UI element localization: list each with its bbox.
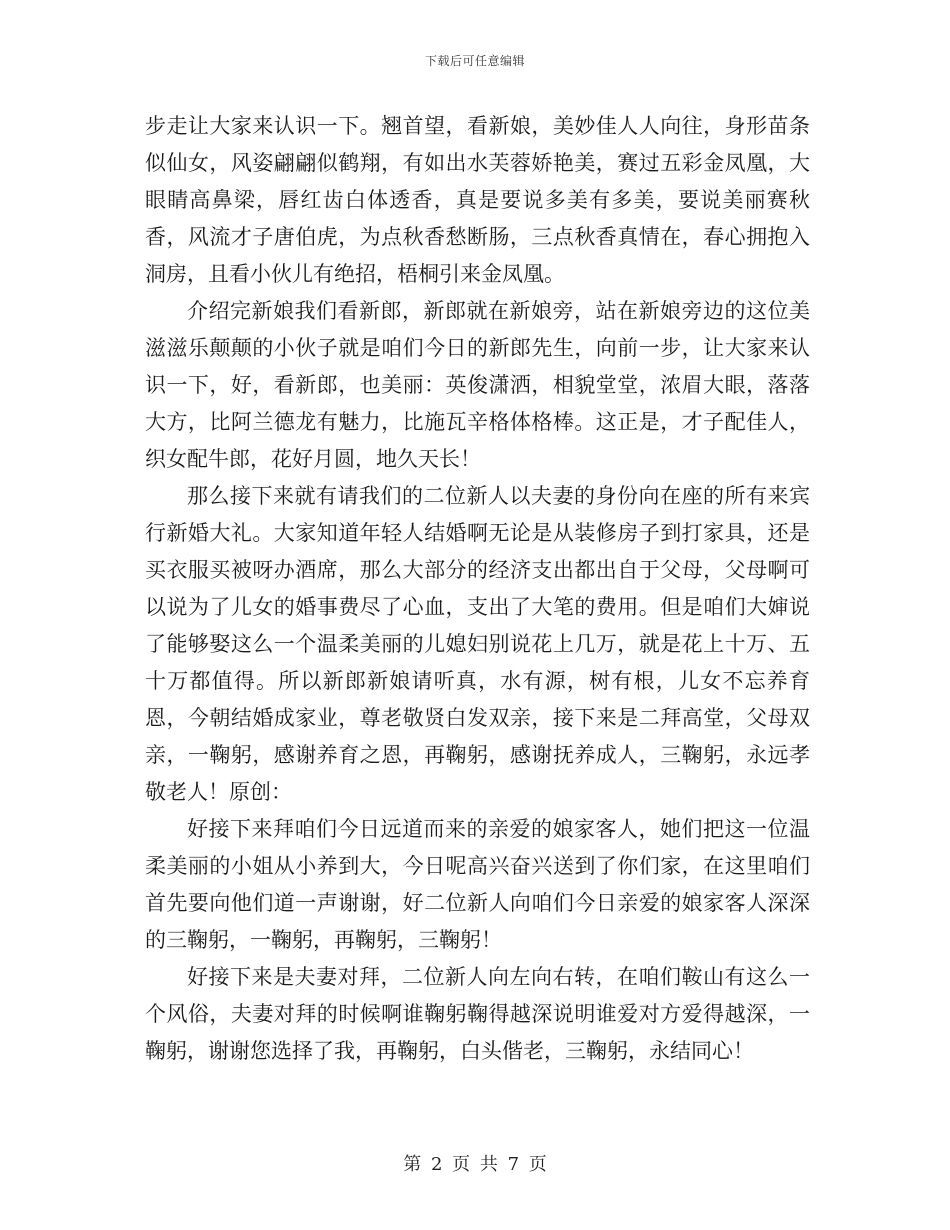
document-body <box>145 108 810 1070</box>
paragraph-4: 好接下来拜咱们今日远道而来的亲爱的娘家客人，她们把这一位温柔美丽的小姐从小养到大，今日呢高兴奋兴送到了你们家，在这里咱们首先要向他们道一声谢谢，好二位新人向咱们今日亲爱的娘家客人深深的三鞠躬，一鞠躬，再鞠躬，三鞠躬！ <box>145 817 810 952</box>
page-number-footer: 第 2 页 共 7 页 <box>403 1154 547 1175</box>
page-header: 下载后可任意编辑 <box>424 54 525 68</box>
paragraph-1: 步走让大家来认识一下。翘首望，看新娘，美妙佳人人向往，身形苗条似仙女，风姿翩翩似鹤翔，有如出水芙蓉娇艳美，赛过五彩金凤凰，大眼睛高鼻梁，唇红齿白体透香，真是要说多美有多美，要说美丽赛秋香，风流才子唐伯虎，为点秋香愁断肠，三点秋香真情在，春心拥抱入洞房，且看小伙儿有绝招，梧桐引来金凤凰。 <box>145 114 810 286</box>
paragraph-2: 介绍完新娘我们看新郎，新郎就在新娘旁，站在新娘旁边的这位美滋滋乐颠颠的小伙子就是咱们今日的新郎先生，向前一步，让大家来认识一下，好，看新郎，也美丽：英俊潇洒，相貌堂堂，浓眉大眼，落落大方，比阿兰德龙有魅力，比施瓦辛格体格棒。这正是，才子配佳人，织女配牛郎，花好月圆，地久天长！ <box>145 299 810 471</box>
paragraph-5: 好接下来是夫妻对拜，二位新人向左向右转，在咱们鞍山有这么一个风俗，夫妻对拜的时候啊谁鞠躬鞠得越深说明谁爱对方爱得越深，一鞠躬，谢谢您选择了我，再鞠躬，白头偕老，三鞠躬，永结同心！ <box>145 965 810 1063</box>
paragraph-3: 那么接下来就有请我们的二位新人以夫妻的身份向在座的所有来宾行新婚大礼。大家知道年轻人结婚啊无论是从装修房子到打家具，还是买衣服买被呀办酒席，那么大部分的经济支出都出自于父母，父母啊可以说为了儿女的婚事费尽了心血，支出了大笔的费用。但是咱们大婶说了能够娶这么一个温柔美丽的儿媳妇别说花上几万，就是花上十万、五十万都值得。所以新郎新娘请听真，水有源，树有根，儿女不忘养育恩，今朝结婚成家业，尊老敬贤白发双亲，接下来是二拜高堂，父母双亲，一鞠躬，感谢养育之恩，再鞠躬，感谢抚养成人，三鞠躬，永远孝敬老人！原创： <box>145 484 810 804</box>
